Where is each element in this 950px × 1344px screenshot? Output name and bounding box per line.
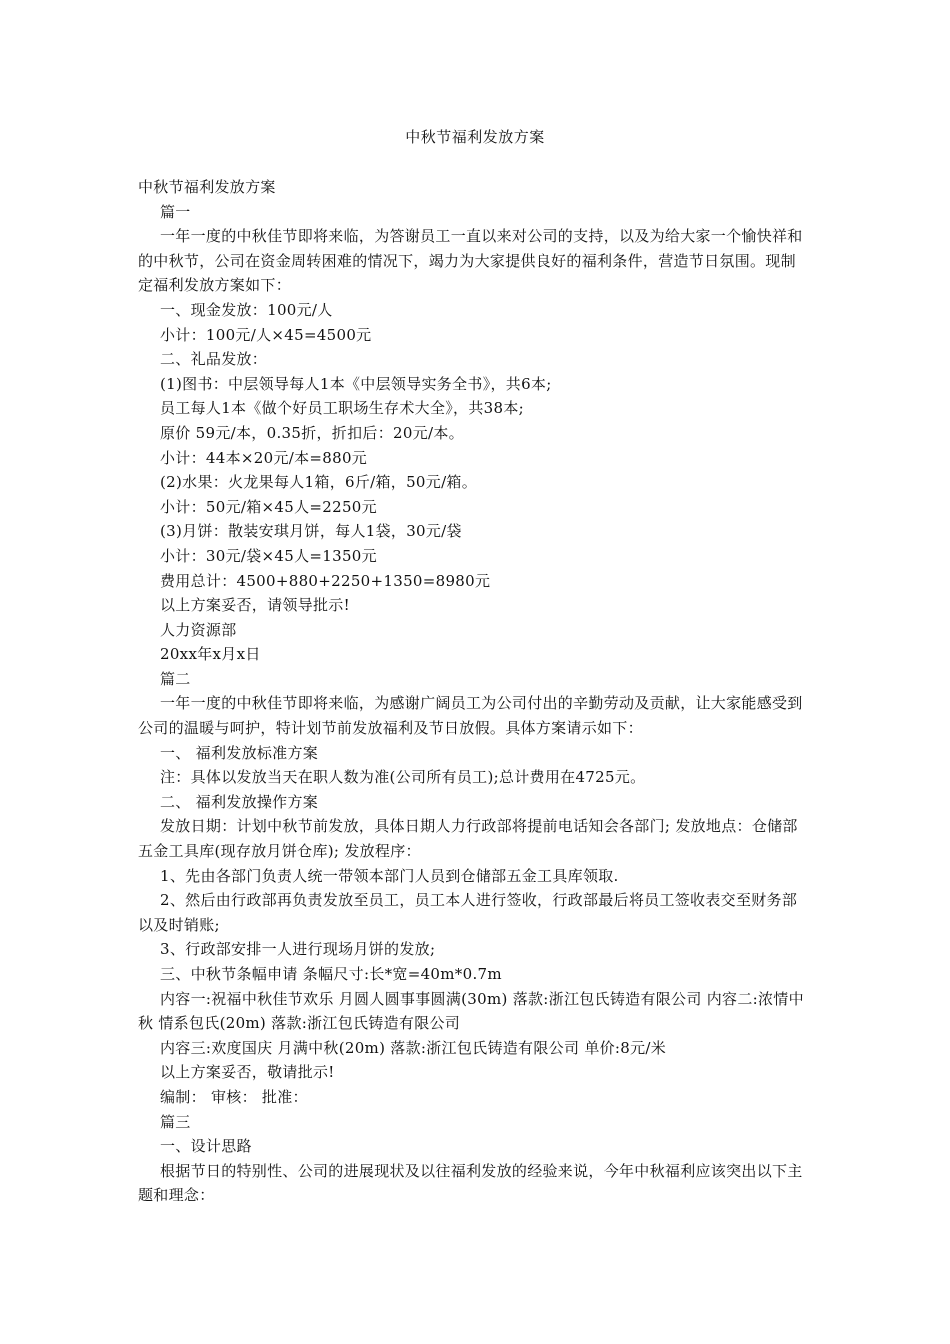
document-line: 篇一 — [160, 202, 191, 221]
document-line: 原价 59元/本，0.35折，折扣后：20元/本。 — [160, 423, 464, 442]
document-line: 根据节日的特别性、公司的进展现状及以往福利发放的经验来说，今年中秋福利应该突出以下主题和理念： — [138, 1161, 803, 1205]
document-line: 小计：44本×20元/本=880元 — [160, 448, 368, 467]
document-line: 员工每人1本《做个好员工职场生存术大全》，共38本; — [160, 399, 524, 418]
document-line: 一、现金发放：100元/人 — [160, 300, 333, 319]
document-line: 小计：50元/箱×45人=2250元 — [160, 497, 377, 516]
document-line: 一、设计思路 — [160, 1137, 252, 1156]
document-line: 2、然后由行政部再负责发放至员工，员工本人进行签收，行政部最后将员工签收表交至财务部以及时销账; — [138, 891, 798, 934]
document-line: 内容一:祝福中秋佳节欢乐 月圆人圆事事圆满(30m) 落款:浙江包氏铸造有限公司 内容二:浓情中秋 情系包氏(20m) 落款:浙江包氏铸造有限公司 — [138, 989, 804, 1033]
document-line: 篇二 — [160, 669, 191, 688]
document-line: 3、行政部安排一人进行现场月饼的发放; — [160, 940, 436, 959]
document-line: 以上方案妥否，请领导批示! — [160, 596, 350, 615]
document-line: 费用总计：4500+880+2250+1350=8980元 — [160, 571, 491, 590]
document-line: 内容三:欢度国庆 月满中秋(20m) 落款:浙江包氏铸造有限公司 单价:8元/米 — [160, 1038, 667, 1057]
document-title: 中秋节福利发放方案 — [405, 128, 545, 146]
document-line: 注：具体以发放当天在职人数为准(公司所有员工);总计费用在4725元。 — [160, 768, 646, 787]
document-line: 一年一度的中秋佳节即将来临，为答谢员工一直以来对公司的支持，以及为给大家一个愉快祥和的中秋节，公司在资金周转困难的情况下，竭力为大家提供良好的福利条件，营造节日氛围。现制定福利发放方案如下： — [138, 227, 803, 295]
document-line: 人力资源部 — [160, 620, 237, 639]
document-line: 小计：100元/人×45=4500元 — [160, 325, 372, 344]
document-body — [138, 175, 810, 1208]
document-line: 1、先由各部门负责人统一带领本部门人员到仓储部五金工具库领取. — [160, 866, 619, 885]
document-line: 一年一度的中秋佳节即将来临，为感谢广阔员工为公司付出的辛勤劳动及贡献，让大家能感受到公司的温暖与呵护，特计划节前发放福利及节日放假。具体方案请示如下： — [138, 694, 803, 738]
document-line: (3)月饼：散装安琪月饼，每人1袋，30元/袋 — [160, 522, 462, 541]
document-line: 二、 福利发放操作方案 — [160, 792, 319, 811]
document-line: 小计：30元/袋×45人=1350元 — [160, 546, 377, 565]
document-line: 三、中秋节条幅申请 条幅尺寸:长*宽=40m*0.7m — [160, 965, 502, 983]
document-line: 编制： 审核： 批准： — [160, 1087, 308, 1106]
document-line: 以上方案妥否，敬请批示! — [160, 1063, 335, 1082]
document-line: 一、 福利发放标准方案 — [160, 743, 319, 762]
document-line: 二、礼品发放： — [160, 350, 268, 369]
document-line: 篇三 — [160, 1112, 191, 1131]
document-line: (1)图书：中层领导每人1本《中层领导实务全书》，共6本; — [160, 374, 552, 393]
document-line: 20xx年x月x日 — [160, 645, 261, 664]
document-line: 发放日期：计划中秋节前发放，具体日期人力行政部将提前电话知会各部门; 发放地点：仓储部五金工具库(现存放月饼仓库); 发放程序： — [138, 817, 798, 861]
document-line: 中秋节福利发放方案 — [138, 178, 276, 196]
document-line: (2)水果：火龙果每人1箱，6斤/箱，50元/箱。 — [160, 473, 478, 492]
